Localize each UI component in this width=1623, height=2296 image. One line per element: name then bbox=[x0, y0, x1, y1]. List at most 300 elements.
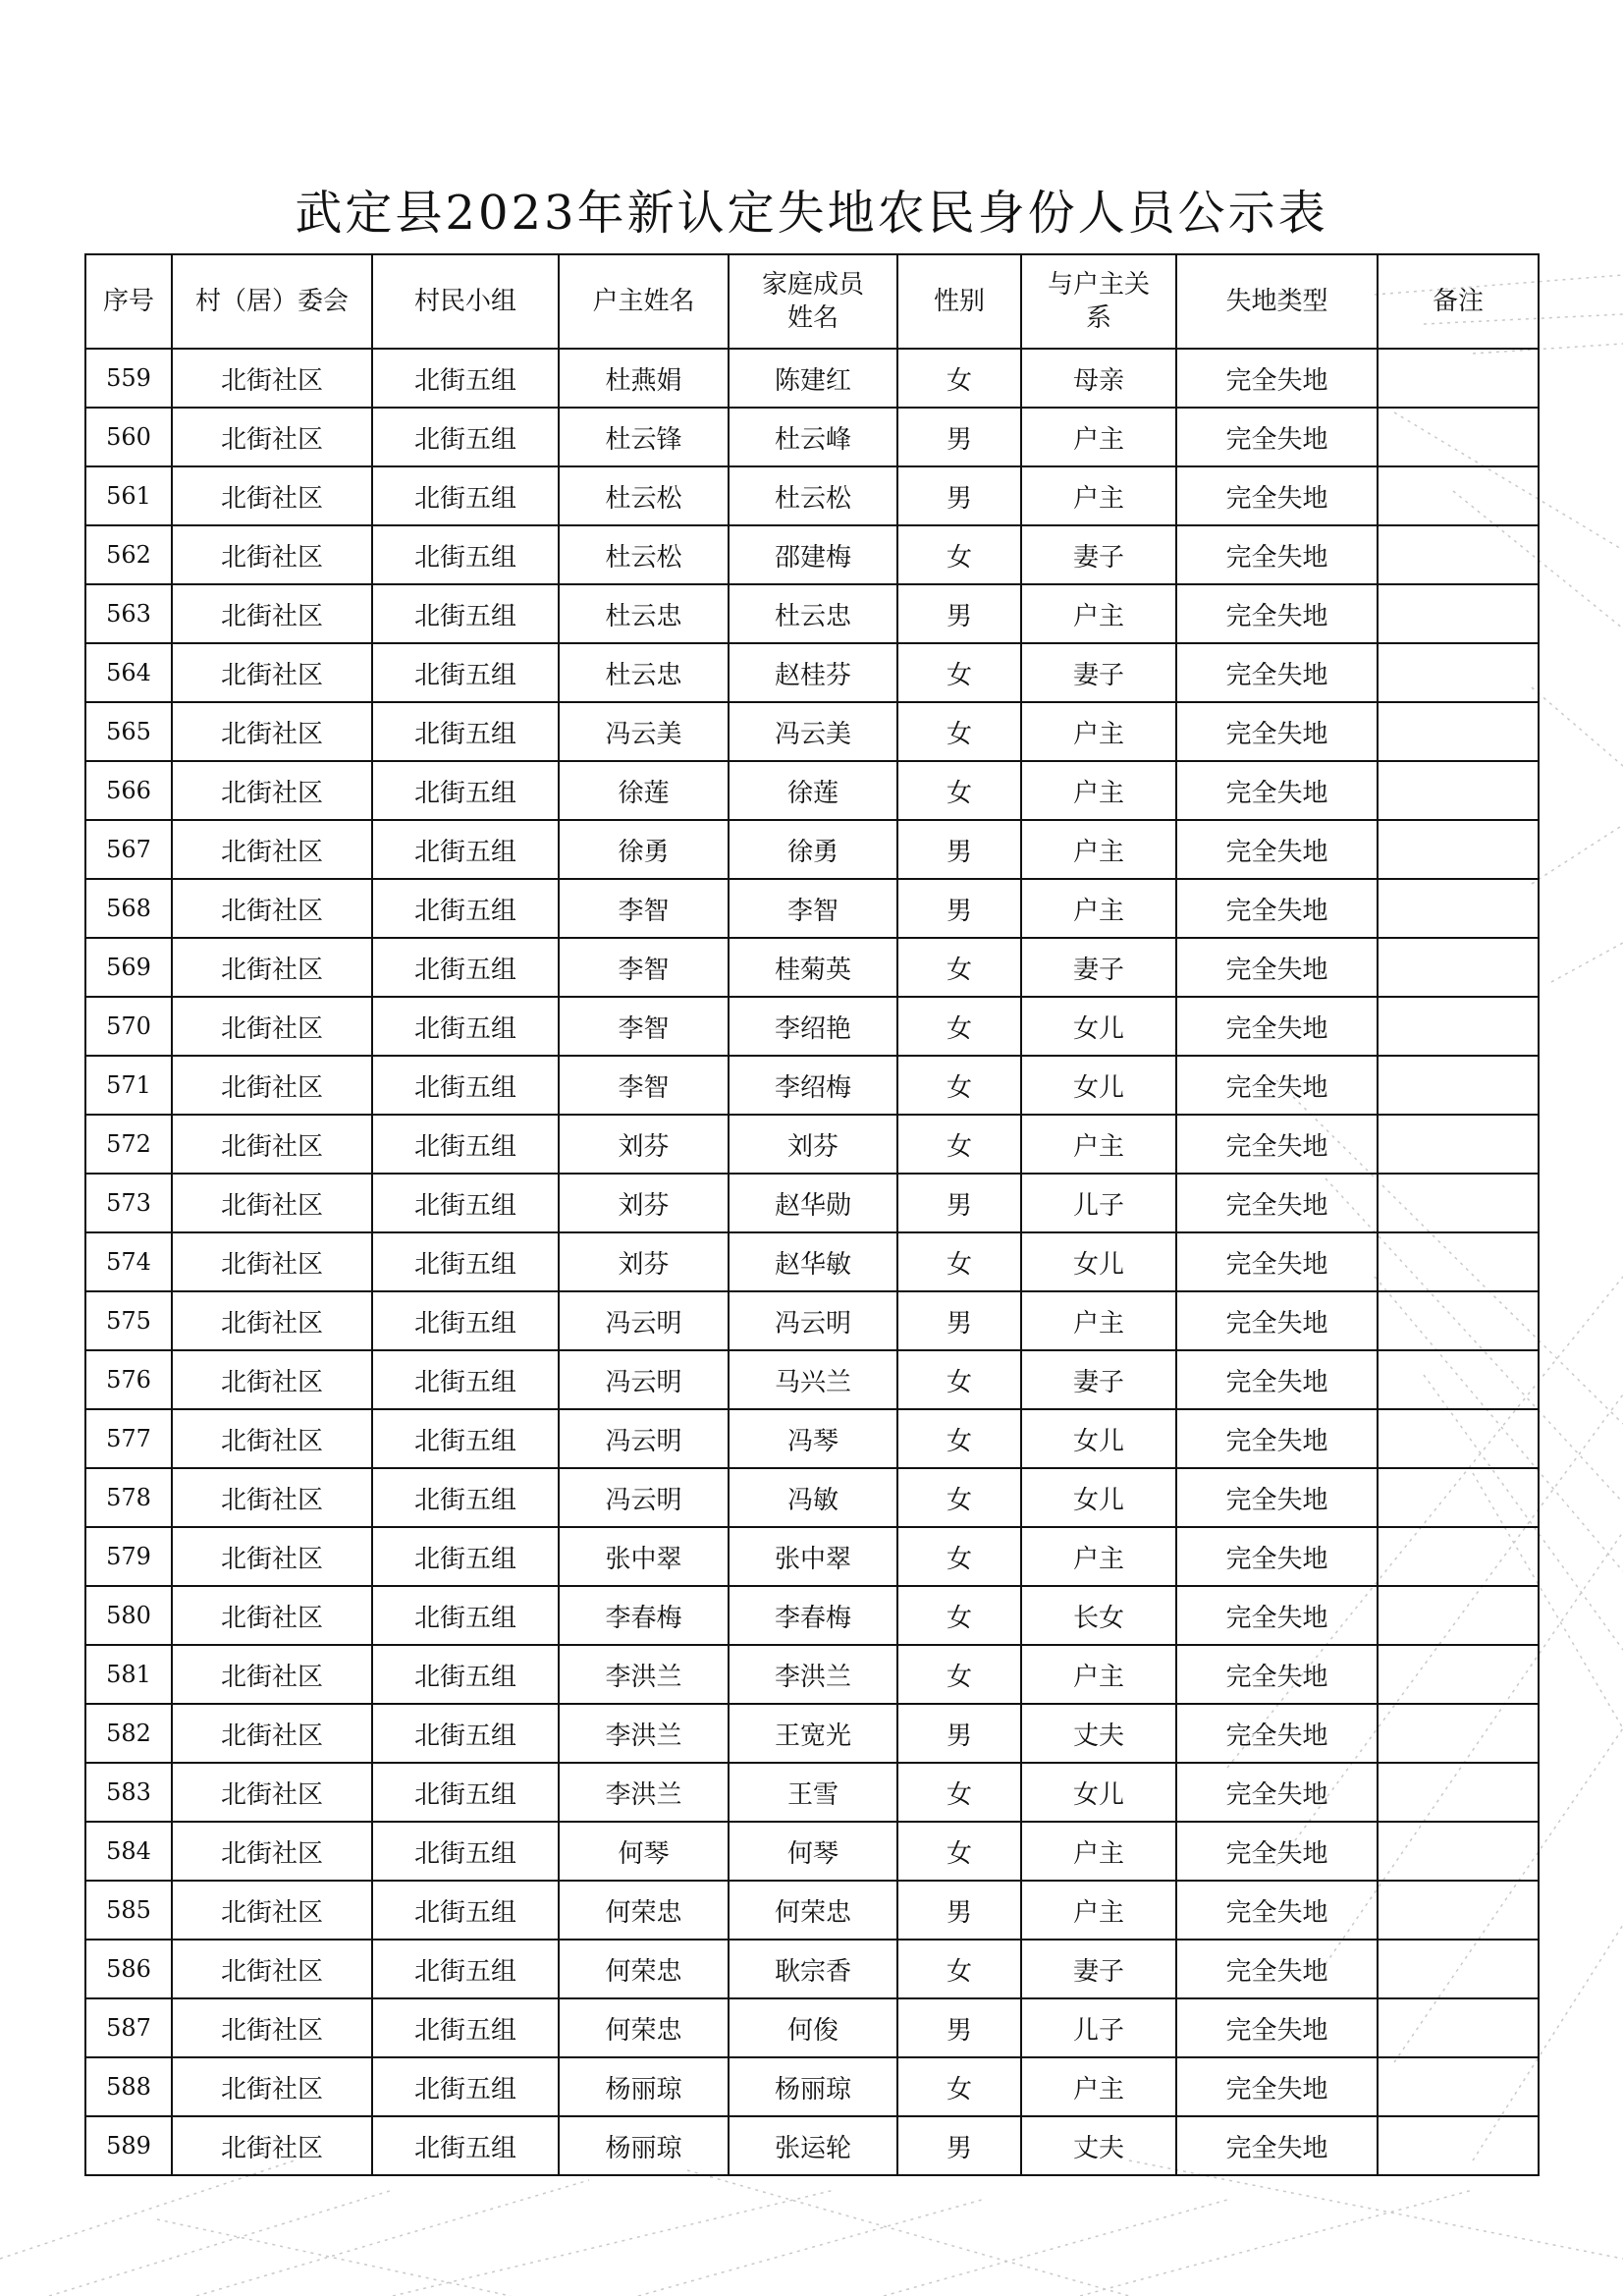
cell-group: 北街五组 bbox=[372, 1468, 559, 1527]
cell-village: 北街社区 bbox=[172, 1586, 372, 1645]
cell-land-type: 完全失地 bbox=[1176, 1998, 1378, 2057]
table-row bbox=[85, 1822, 1539, 1881]
cell-land-type: 完全失地 bbox=[1176, 1645, 1378, 1704]
cell-village: 北街社区 bbox=[172, 1232, 372, 1291]
page-title: 武定县2023年新认定失地农民身份人员公示表 bbox=[295, 186, 1328, 241]
cell-group: 北街五组 bbox=[372, 643, 559, 702]
cell-member: 李春梅 bbox=[729, 1586, 897, 1645]
cell-householder: 李洪兰 bbox=[559, 1645, 729, 1704]
cell-remarks bbox=[1378, 1291, 1539, 1350]
cell-householder: 张中翠 bbox=[559, 1527, 729, 1586]
cell-remarks bbox=[1378, 761, 1539, 820]
cell-gender: 女 bbox=[897, 349, 1021, 408]
cell-seq: 569 bbox=[85, 938, 172, 997]
cell-seq: 571 bbox=[85, 1056, 172, 1115]
cell-land-type: 完全失地 bbox=[1176, 643, 1378, 702]
table-row bbox=[85, 820, 1539, 879]
header-householder: 户主姓名 bbox=[559, 254, 729, 349]
table-row bbox=[85, 584, 1539, 643]
cell-village: 北街社区 bbox=[172, 466, 372, 525]
cell-householder: 李智 bbox=[559, 938, 729, 997]
table-row bbox=[85, 879, 1539, 938]
cell-householder: 杨丽琼 bbox=[559, 2116, 729, 2175]
table-row bbox=[85, 1527, 1539, 1586]
cell-village: 北街社区 bbox=[172, 997, 372, 1056]
cell-remarks bbox=[1378, 2057, 1539, 2116]
cell-group: 北街五组 bbox=[372, 2116, 559, 2175]
cell-gender: 女 bbox=[897, 1350, 1021, 1409]
cell-householder: 杜云松 bbox=[559, 525, 729, 584]
cell-remarks bbox=[1378, 525, 1539, 584]
cell-member: 何俊 bbox=[729, 1998, 897, 2057]
table-row bbox=[85, 525, 1539, 584]
cell-seq: 573 bbox=[85, 1174, 172, 1232]
header-seq: 序号 bbox=[85, 254, 172, 349]
cell-remarks bbox=[1378, 1704, 1539, 1763]
cell-seq: 588 bbox=[85, 2057, 172, 2116]
cell-seq: 565 bbox=[85, 702, 172, 761]
cell-village: 北街社区 bbox=[172, 1822, 372, 1881]
cell-land-type: 完全失地 bbox=[1176, 584, 1378, 643]
cell-member: 杜云峰 bbox=[729, 408, 897, 466]
cell-land-type: 完全失地 bbox=[1176, 1409, 1378, 1468]
cell-land-type: 完全失地 bbox=[1176, 1056, 1378, 1115]
cell-gender: 女 bbox=[897, 643, 1021, 702]
cell-land-type: 完全失地 bbox=[1176, 525, 1378, 584]
header-relation-line2: 系 bbox=[1085, 303, 1111, 333]
cell-relation: 女儿 bbox=[1021, 1232, 1176, 1291]
cell-group: 北街五组 bbox=[372, 349, 559, 408]
cell-group: 北街五组 bbox=[372, 1822, 559, 1881]
table-row bbox=[85, 1998, 1539, 2057]
cell-householder: 刘芬 bbox=[559, 1174, 729, 1232]
cell-remarks bbox=[1378, 643, 1539, 702]
cell-gender: 女 bbox=[897, 702, 1021, 761]
cell-land-type: 完全失地 bbox=[1176, 1940, 1378, 1998]
cell-village: 北街社区 bbox=[172, 1763, 372, 1822]
cell-gender: 男 bbox=[897, 408, 1021, 466]
cell-member: 冯敏 bbox=[729, 1468, 897, 1527]
header-village: 村（居）委会 bbox=[172, 254, 372, 349]
cell-member: 张中翠 bbox=[729, 1527, 897, 1586]
cell-remarks bbox=[1378, 820, 1539, 879]
cell-relation: 户主 bbox=[1021, 1645, 1176, 1704]
cell-group: 北街五组 bbox=[372, 997, 559, 1056]
cell-land-type: 完全失地 bbox=[1176, 466, 1378, 525]
table-row bbox=[85, 938, 1539, 997]
cell-village: 北街社区 bbox=[172, 349, 372, 408]
cell-seq: 574 bbox=[85, 1232, 172, 1291]
cell-relation: 妻子 bbox=[1021, 1940, 1176, 1998]
cell-member: 王雪 bbox=[729, 1763, 897, 1822]
cell-remarks bbox=[1378, 584, 1539, 643]
table-body bbox=[85, 349, 1539, 2175]
cell-householder: 杜云锋 bbox=[559, 408, 729, 466]
cell-village: 北街社区 bbox=[172, 1291, 372, 1350]
cell-member: 冯琴 bbox=[729, 1409, 897, 1468]
cell-gender: 女 bbox=[897, 525, 1021, 584]
cell-relation: 户主 bbox=[1021, 761, 1176, 820]
cell-land-type: 完全失地 bbox=[1176, 1763, 1378, 1822]
cell-householder: 冯云明 bbox=[559, 1291, 729, 1350]
table-row bbox=[85, 1586, 1539, 1645]
cell-group: 北街五组 bbox=[372, 761, 559, 820]
cell-land-type: 完全失地 bbox=[1176, 349, 1378, 408]
table-row bbox=[85, 1409, 1539, 1468]
cell-member: 杨丽琼 bbox=[729, 2057, 897, 2116]
cell-village: 北街社区 bbox=[172, 820, 372, 879]
cell-seq: 566 bbox=[85, 761, 172, 820]
cell-householder: 刘芬 bbox=[559, 1115, 729, 1174]
header-gender: 性别 bbox=[897, 254, 1021, 349]
cell-land-type: 完全失地 bbox=[1176, 1350, 1378, 1409]
cell-land-type: 完全失地 bbox=[1176, 820, 1378, 879]
cell-relation: 儿子 bbox=[1021, 1174, 1176, 1232]
cell-group: 北街五组 bbox=[372, 1174, 559, 1232]
header-member bbox=[729, 254, 897, 349]
cell-group: 北街五组 bbox=[372, 1586, 559, 1645]
cell-householder: 杜云忠 bbox=[559, 584, 729, 643]
cell-remarks bbox=[1378, 1881, 1539, 1940]
cell-member: 赵华敏 bbox=[729, 1232, 897, 1291]
cell-householder: 刘芬 bbox=[559, 1232, 729, 1291]
table-row bbox=[85, 1763, 1539, 1822]
cell-gender: 女 bbox=[897, 1763, 1021, 1822]
header-group: 村民小组 bbox=[372, 254, 559, 349]
cell-group: 北街五组 bbox=[372, 408, 559, 466]
cell-gender: 男 bbox=[897, 466, 1021, 525]
cell-gender: 女 bbox=[897, 1232, 1021, 1291]
cell-village: 北街社区 bbox=[172, 408, 372, 466]
cell-land-type: 完全失地 bbox=[1176, 1291, 1378, 1350]
cell-group: 北街五组 bbox=[372, 1704, 559, 1763]
cell-remarks bbox=[1378, 1645, 1539, 1704]
cell-seq: 583 bbox=[85, 1763, 172, 1822]
cell-member: 何荣忠 bbox=[729, 1881, 897, 1940]
cell-member: 李绍梅 bbox=[729, 1056, 897, 1115]
cell-gender: 男 bbox=[897, 1704, 1021, 1763]
table-row bbox=[85, 1350, 1539, 1409]
cell-relation: 户主 bbox=[1021, 466, 1176, 525]
cell-village: 北街社区 bbox=[172, 643, 372, 702]
table-row bbox=[85, 2116, 1539, 2175]
cell-land-type: 完全失地 bbox=[1176, 1704, 1378, 1763]
cell-seq: 572 bbox=[85, 1115, 172, 1174]
table-row bbox=[85, 1291, 1539, 1350]
cell-land-type: 完全失地 bbox=[1176, 1822, 1378, 1881]
cell-remarks bbox=[1378, 879, 1539, 938]
cell-group: 北街五组 bbox=[372, 525, 559, 584]
cell-village: 北街社区 bbox=[172, 2116, 372, 2175]
cell-member: 邵建梅 bbox=[729, 525, 897, 584]
cell-group: 北街五组 bbox=[372, 820, 559, 879]
cell-remarks bbox=[1378, 1998, 1539, 2057]
cell-relation: 长女 bbox=[1021, 1586, 1176, 1645]
cell-householder: 杜燕娟 bbox=[559, 349, 729, 408]
cell-group: 北街五组 bbox=[372, 1998, 559, 2057]
cell-seq: 578 bbox=[85, 1468, 172, 1527]
cell-land-type: 完全失地 bbox=[1176, 879, 1378, 938]
cell-gender: 男 bbox=[897, 1291, 1021, 1350]
cell-member: 王宽光 bbox=[729, 1704, 897, 1763]
cell-seq: 562 bbox=[85, 525, 172, 584]
cell-gender: 女 bbox=[897, 1645, 1021, 1704]
cell-member: 陈建红 bbox=[729, 349, 897, 408]
cell-village: 北街社区 bbox=[172, 938, 372, 997]
cell-seq: 561 bbox=[85, 466, 172, 525]
cell-village: 北街社区 bbox=[172, 1704, 372, 1763]
cell-seq: 575 bbox=[85, 1291, 172, 1350]
cell-village: 北街社区 bbox=[172, 702, 372, 761]
cell-land-type: 完全失地 bbox=[1176, 2057, 1378, 2116]
cell-seq: 589 bbox=[85, 2116, 172, 2175]
cell-gender: 女 bbox=[897, 1056, 1021, 1115]
cell-member: 李智 bbox=[729, 879, 897, 938]
cell-householder: 李智 bbox=[559, 997, 729, 1056]
cell-seq: 581 bbox=[85, 1645, 172, 1704]
header-land-type: 失地类型 bbox=[1176, 254, 1378, 349]
cell-member: 刘芬 bbox=[729, 1115, 897, 1174]
cell-gender: 女 bbox=[897, 1409, 1021, 1468]
cell-land-type: 完全失地 bbox=[1176, 408, 1378, 466]
cell-group: 北街五组 bbox=[372, 584, 559, 643]
cell-gender: 女 bbox=[897, 1527, 1021, 1586]
cell-member: 桂菊英 bbox=[729, 938, 897, 997]
cell-householder: 何琴 bbox=[559, 1822, 729, 1881]
cell-seq: 585 bbox=[85, 1881, 172, 1940]
table-row bbox=[85, 643, 1539, 702]
cell-remarks bbox=[1378, 1586, 1539, 1645]
cell-remarks bbox=[1378, 1940, 1539, 1998]
cell-group: 北街五组 bbox=[372, 1940, 559, 1998]
cell-relation: 户主 bbox=[1021, 1527, 1176, 1586]
cell-village: 北街社区 bbox=[172, 1115, 372, 1174]
cell-remarks bbox=[1378, 1763, 1539, 1822]
table-row bbox=[85, 1645, 1539, 1704]
cell-seq: 563 bbox=[85, 584, 172, 643]
cell-householder: 杨丽琼 bbox=[559, 2057, 729, 2116]
cell-seq: 559 bbox=[85, 349, 172, 408]
cell-gender: 女 bbox=[897, 2057, 1021, 2116]
cell-householder: 徐莲 bbox=[559, 761, 729, 820]
cell-group: 北街五组 bbox=[372, 1056, 559, 1115]
cell-village: 北街社区 bbox=[172, 584, 372, 643]
cell-member: 徐莲 bbox=[729, 761, 897, 820]
cell-village: 北街社区 bbox=[172, 1527, 372, 1586]
cell-seq: 582 bbox=[85, 1704, 172, 1763]
cell-relation: 女儿 bbox=[1021, 1056, 1176, 1115]
cell-village: 北街社区 bbox=[172, 879, 372, 938]
cell-member: 何琴 bbox=[729, 1822, 897, 1881]
cell-gender: 男 bbox=[897, 820, 1021, 879]
cell-relation: 户主 bbox=[1021, 408, 1176, 466]
cell-remarks bbox=[1378, 1232, 1539, 1291]
cell-gender: 女 bbox=[897, 1822, 1021, 1881]
cell-relation: 女儿 bbox=[1021, 1468, 1176, 1527]
cell-relation: 女儿 bbox=[1021, 1763, 1176, 1822]
cell-village: 北街社区 bbox=[172, 1881, 372, 1940]
cell-householder: 徐勇 bbox=[559, 820, 729, 879]
cell-relation: 户主 bbox=[1021, 879, 1176, 938]
cell-relation: 女儿 bbox=[1021, 997, 1176, 1056]
cell-seq: 584 bbox=[85, 1822, 172, 1881]
cell-gender: 女 bbox=[897, 1586, 1021, 1645]
cell-relation: 母亲 bbox=[1021, 349, 1176, 408]
cell-village: 北街社区 bbox=[172, 1645, 372, 1704]
cell-householder: 冯云明 bbox=[559, 1350, 729, 1409]
table-row bbox=[85, 997, 1539, 1056]
cell-seq: 580 bbox=[85, 1586, 172, 1645]
cell-relation: 户主 bbox=[1021, 702, 1176, 761]
header-member-line1: 家庭成员 bbox=[761, 270, 864, 300]
table-row bbox=[85, 761, 1539, 820]
cell-remarks bbox=[1378, 1468, 1539, 1527]
cell-seq: 576 bbox=[85, 1350, 172, 1409]
cell-seq: 579 bbox=[85, 1527, 172, 1586]
cell-village: 北街社区 bbox=[172, 1998, 372, 2057]
cell-group: 北街五组 bbox=[372, 1881, 559, 1940]
cell-seq: 564 bbox=[85, 643, 172, 702]
cell-gender: 女 bbox=[897, 1468, 1021, 1527]
cell-member: 冯云明 bbox=[729, 1291, 897, 1350]
table-row bbox=[85, 408, 1539, 466]
cell-relation: 儿子 bbox=[1021, 1998, 1176, 2057]
cell-householder: 冯云美 bbox=[559, 702, 729, 761]
cell-householder: 冯云明 bbox=[559, 1468, 729, 1527]
cell-group: 北街五组 bbox=[372, 466, 559, 525]
cell-gender: 女 bbox=[897, 761, 1021, 820]
header-relation-line1: 与户主关 bbox=[1047, 270, 1150, 300]
cell-householder: 李春梅 bbox=[559, 1586, 729, 1645]
header-member-line2: 姓名 bbox=[786, 303, 839, 333]
cell-relation: 妻子 bbox=[1021, 525, 1176, 584]
cell-land-type: 完全失地 bbox=[1176, 1881, 1378, 1940]
table-row bbox=[85, 1115, 1539, 1174]
cell-relation: 户主 bbox=[1021, 1115, 1176, 1174]
cell-relation: 户主 bbox=[1021, 820, 1176, 879]
cell-land-type: 完全失地 bbox=[1176, 1527, 1378, 1586]
cell-seq: 577 bbox=[85, 1409, 172, 1468]
cell-village: 北街社区 bbox=[172, 1468, 372, 1527]
cell-member: 冯云美 bbox=[729, 702, 897, 761]
cell-gender: 男 bbox=[897, 2116, 1021, 2175]
cell-group: 北街五组 bbox=[372, 1527, 559, 1586]
cell-group: 北街五组 bbox=[372, 879, 559, 938]
cell-remarks bbox=[1378, 997, 1539, 1056]
cell-member: 李洪兰 bbox=[729, 1645, 897, 1704]
cell-land-type: 完全失地 bbox=[1176, 702, 1378, 761]
cell-remarks bbox=[1378, 466, 1539, 525]
cell-member: 杜云松 bbox=[729, 466, 897, 525]
cell-gender: 男 bbox=[897, 879, 1021, 938]
cell-member: 李绍艳 bbox=[729, 997, 897, 1056]
cell-land-type: 完全失地 bbox=[1176, 761, 1378, 820]
cell-householder: 何荣忠 bbox=[559, 1940, 729, 1998]
cell-householder: 李洪兰 bbox=[559, 1763, 729, 1822]
cell-gender: 女 bbox=[897, 1115, 1021, 1174]
cell-member: 马兴兰 bbox=[729, 1350, 897, 1409]
cell-remarks bbox=[1378, 1115, 1539, 1174]
cell-gender: 女 bbox=[897, 1940, 1021, 1998]
cell-relation: 户主 bbox=[1021, 584, 1176, 643]
cell-land-type: 完全失地 bbox=[1176, 997, 1378, 1056]
cell-remarks bbox=[1378, 1174, 1539, 1232]
cell-gender: 男 bbox=[897, 584, 1021, 643]
cell-householder: 杜云松 bbox=[559, 466, 729, 525]
cell-relation: 户主 bbox=[1021, 1822, 1176, 1881]
cell-householder: 何荣忠 bbox=[559, 1998, 729, 2057]
cell-group: 北街五组 bbox=[372, 1645, 559, 1704]
cell-remarks bbox=[1378, 938, 1539, 997]
cell-village: 北街社区 bbox=[172, 761, 372, 820]
cell-householder: 李智 bbox=[559, 1056, 729, 1115]
cell-seq: 560 bbox=[85, 408, 172, 466]
cell-group: 北街五组 bbox=[372, 938, 559, 997]
cell-seq: 587 bbox=[85, 1998, 172, 2057]
table-row bbox=[85, 1232, 1539, 1291]
cell-group: 北街五组 bbox=[372, 1763, 559, 1822]
cell-gender: 女 bbox=[897, 938, 1021, 997]
cell-group: 北街五组 bbox=[372, 1232, 559, 1291]
table-row bbox=[85, 1881, 1539, 1940]
cell-land-type: 完全失地 bbox=[1176, 1468, 1378, 1527]
cell-relation: 妻子 bbox=[1021, 643, 1176, 702]
cell-village: 北街社区 bbox=[172, 1056, 372, 1115]
cell-village: 北街社区 bbox=[172, 1174, 372, 1232]
cell-relation: 妻子 bbox=[1021, 1350, 1176, 1409]
cell-group: 北街五组 bbox=[372, 1115, 559, 1174]
landless-farmer-roster-table bbox=[84, 253, 1540, 2176]
cell-remarks bbox=[1378, 2116, 1539, 2175]
cell-remarks bbox=[1378, 1409, 1539, 1468]
cell-remarks bbox=[1378, 408, 1539, 466]
cell-relation: 丈夫 bbox=[1021, 1704, 1176, 1763]
cell-member: 徐勇 bbox=[729, 820, 897, 879]
cell-remarks bbox=[1378, 1056, 1539, 1115]
cell-group: 北街五组 bbox=[372, 702, 559, 761]
cell-group: 北街五组 bbox=[372, 1350, 559, 1409]
cell-seq: 568 bbox=[85, 879, 172, 938]
cell-member: 耿宗香 bbox=[729, 1940, 897, 1998]
table-row bbox=[85, 1174, 1539, 1232]
cell-village: 北街社区 bbox=[172, 1409, 372, 1468]
table-row bbox=[85, 1704, 1539, 1763]
cell-remarks bbox=[1378, 702, 1539, 761]
cell-member: 张运轮 bbox=[729, 2116, 897, 2175]
cell-member: 杜云忠 bbox=[729, 584, 897, 643]
header-remarks: 备注 bbox=[1378, 254, 1539, 349]
cell-group: 北街五组 bbox=[372, 1409, 559, 1468]
table-row bbox=[85, 1468, 1539, 1527]
cell-remarks bbox=[1378, 1822, 1539, 1881]
table-row bbox=[85, 1940, 1539, 1998]
cell-householder: 李智 bbox=[559, 879, 729, 938]
cell-gender: 男 bbox=[897, 1174, 1021, 1232]
header-row bbox=[85, 254, 1539, 349]
cell-householder: 何荣忠 bbox=[559, 1881, 729, 1940]
table-row bbox=[85, 2057, 1539, 2116]
cell-seq: 567 bbox=[85, 820, 172, 879]
cell-land-type: 完全失地 bbox=[1176, 1586, 1378, 1645]
cell-land-type: 完全失地 bbox=[1176, 1174, 1378, 1232]
cell-householder: 冯云明 bbox=[559, 1409, 729, 1468]
cell-village: 北街社区 bbox=[172, 2057, 372, 2116]
table-header bbox=[85, 254, 1539, 349]
table-row bbox=[85, 349, 1539, 408]
cell-seq: 586 bbox=[85, 1940, 172, 1998]
cell-land-type: 完全失地 bbox=[1176, 1115, 1378, 1174]
cell-householder: 李洪兰 bbox=[559, 1704, 729, 1763]
